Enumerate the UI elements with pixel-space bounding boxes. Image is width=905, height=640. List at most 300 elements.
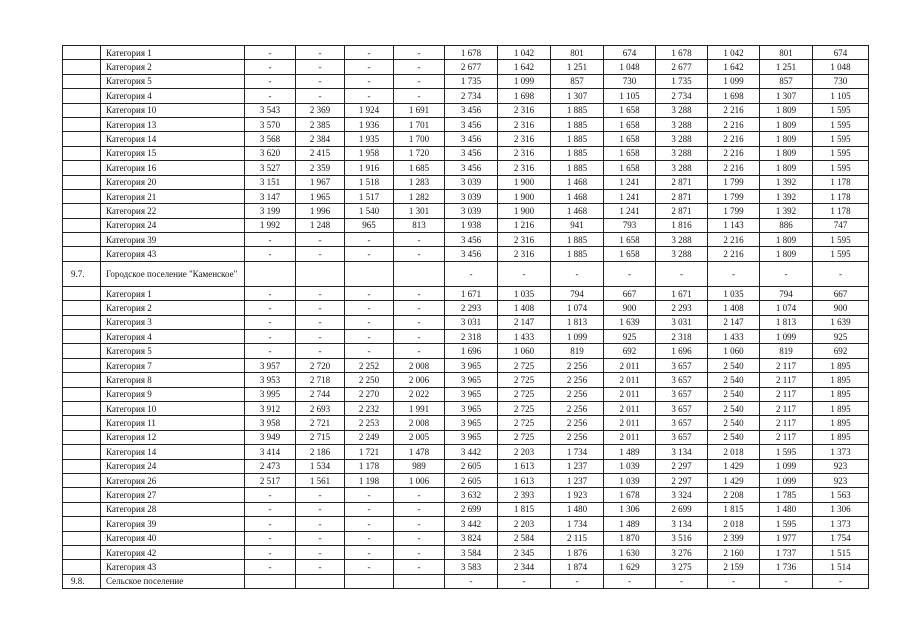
- value-cell: -: [394, 89, 445, 103]
- value-cell: 1 876: [551, 545, 604, 559]
- value-cell: 3 134: [656, 517, 708, 531]
- value-cell: -: [604, 261, 656, 286]
- value-cell: 1 734: [551, 517, 604, 531]
- section-number-cell: [63, 473, 101, 487]
- value-cell: 1 515: [813, 545, 869, 559]
- value-cell: -: [296, 89, 345, 103]
- value-cell: 1 799: [708, 175, 760, 189]
- value-cell: 1 595: [813, 146, 869, 160]
- value-cell: 1 283: [394, 175, 445, 189]
- value-cell: 1 534: [296, 459, 345, 473]
- value-cell: 2 008: [394, 416, 445, 430]
- value-cell: 1 105: [604, 89, 656, 103]
- value-cell: 1 658: [604, 247, 656, 261]
- value-cell: 1 696: [656, 344, 708, 358]
- section-number-cell: [63, 445, 101, 459]
- table-row: [63, 132, 869, 146]
- value-cell: 692: [604, 344, 656, 358]
- value-cell: 3 039: [445, 204, 498, 218]
- section-number-cell: [63, 488, 101, 502]
- value-cell: -: [345, 60, 394, 74]
- value-cell: 3 657: [656, 373, 708, 387]
- value-cell: -: [345, 560, 394, 574]
- value-cell: 1 809: [760, 132, 813, 146]
- value-cell: 2 517: [245, 473, 296, 487]
- value-cell: 1 885: [551, 161, 604, 175]
- value-cell: -: [245, 74, 296, 88]
- value-cell: 2 316: [498, 103, 551, 117]
- value-cell: 1 105: [813, 89, 869, 103]
- category-name-cell: Категория 7: [101, 358, 245, 372]
- value-cell: -: [760, 261, 813, 286]
- value-cell: 1 678: [604, 488, 656, 502]
- value-cell: -: [394, 286, 445, 300]
- value-cell: 2 605: [445, 473, 498, 487]
- category-name-cell: Сельское поселение: [101, 574, 245, 588]
- value-cell: 2 720: [296, 358, 345, 372]
- value-cell: 1 658: [604, 103, 656, 117]
- value-cell: 747: [813, 218, 869, 232]
- value-cell: 1 813: [760, 315, 813, 329]
- value-cell: 1 373: [813, 445, 869, 459]
- value-cell: 2 117: [760, 430, 813, 444]
- value-cell: 1 799: [708, 204, 760, 218]
- value-cell: 801: [551, 46, 604, 60]
- value-cell: 3 276: [656, 545, 708, 559]
- value-cell: 3 965: [445, 430, 498, 444]
- value-cell: 1 900: [498, 189, 551, 203]
- section-number-cell: [63, 401, 101, 415]
- table-row: [63, 560, 869, 574]
- value-cell: 2 384: [296, 132, 345, 146]
- value-cell: [245, 261, 296, 286]
- value-cell: 1 540: [345, 204, 394, 218]
- value-cell: 925: [604, 330, 656, 344]
- value-cell: -: [296, 60, 345, 74]
- value-cell: 813: [394, 218, 445, 232]
- value-cell: 1 895: [813, 373, 869, 387]
- value-cell: -: [345, 517, 394, 531]
- value-cell: 1 958: [345, 146, 394, 160]
- value-cell: 1 595: [813, 161, 869, 175]
- value-cell: 2 216: [708, 233, 760, 247]
- value-cell: -: [345, 545, 394, 559]
- value-cell: -: [345, 74, 394, 88]
- value-cell: -: [394, 330, 445, 344]
- value-cell: -: [394, 488, 445, 502]
- section-number-cell: [63, 204, 101, 218]
- value-cell: 1 478: [394, 445, 445, 459]
- value-cell: 1 698: [708, 89, 760, 103]
- section-number-cell: [63, 545, 101, 559]
- value-cell: 1 696: [445, 344, 498, 358]
- value-cell: 3 414: [245, 445, 296, 459]
- value-cell: 2 734: [656, 89, 708, 103]
- value-cell: 3 456: [445, 161, 498, 175]
- section-number-cell: [63, 301, 101, 315]
- value-cell: 2 256: [551, 358, 604, 372]
- value-cell: 965: [345, 218, 394, 232]
- value-cell: -: [245, 286, 296, 300]
- value-cell: 1 996: [296, 204, 345, 218]
- table-row: [63, 146, 869, 160]
- value-cell: 3 456: [445, 233, 498, 247]
- value-cell: -: [551, 574, 604, 588]
- value-cell: 3 965: [445, 416, 498, 430]
- value-cell: -: [813, 261, 869, 286]
- value-cell: 801: [760, 46, 813, 60]
- section-number-cell: 9.7.: [63, 261, 101, 286]
- value-cell: 1 307: [760, 89, 813, 103]
- value-cell: -: [245, 233, 296, 247]
- value-cell: -: [394, 301, 445, 315]
- value-cell: 3 039: [445, 189, 498, 203]
- value-cell: 2 316: [498, 132, 551, 146]
- value-cell: 1 735: [656, 74, 708, 88]
- value-cell: [296, 574, 345, 588]
- value-cell: -: [394, 531, 445, 545]
- value-cell: 1 433: [708, 330, 760, 344]
- table-row: [63, 358, 869, 372]
- value-cell: 1 895: [813, 358, 869, 372]
- value-cell: 2 006: [394, 373, 445, 387]
- category-name-cell: Категория 24: [101, 459, 245, 473]
- value-cell: 1 639: [813, 315, 869, 329]
- value-cell: 2 293: [656, 301, 708, 315]
- value-cell: 1 099: [551, 330, 604, 344]
- section-number-cell: [63, 344, 101, 358]
- value-cell: 3 456: [445, 132, 498, 146]
- value-cell: 1 595: [813, 247, 869, 261]
- value-cell: 3 134: [656, 445, 708, 459]
- value-cell: 1 809: [760, 233, 813, 247]
- value-cell: 2 871: [656, 204, 708, 218]
- value-cell: -: [296, 74, 345, 88]
- value-cell: 2 715: [296, 430, 345, 444]
- value-cell: 1 938: [445, 218, 498, 232]
- table-row: [63, 344, 869, 358]
- value-cell: 2 216: [708, 117, 760, 131]
- value-cell: -: [296, 488, 345, 502]
- value-cell: -: [245, 330, 296, 344]
- value-cell: 1 517: [345, 189, 394, 203]
- value-cell: -: [394, 60, 445, 74]
- value-cell: 2 252: [345, 358, 394, 372]
- value-cell: 1 468: [551, 204, 604, 218]
- value-cell: -: [245, 502, 296, 516]
- value-cell: 1 936: [345, 117, 394, 131]
- value-cell: 1 895: [813, 416, 869, 430]
- value-cell: 3 288: [656, 103, 708, 117]
- value-cell: -: [296, 502, 345, 516]
- value-cell: 1 885: [551, 103, 604, 117]
- value-cell: 2 011: [604, 358, 656, 372]
- table-row: [63, 401, 869, 415]
- value-cell: 857: [760, 74, 813, 88]
- value-cell: 2 725: [498, 387, 551, 401]
- value-cell: 1 885: [551, 117, 604, 131]
- value-cell: 2 293: [445, 301, 498, 315]
- value-cell: 3 657: [656, 401, 708, 415]
- table-row: [63, 473, 869, 487]
- value-cell: 1 099: [760, 473, 813, 487]
- value-cell: 3 442: [445, 445, 498, 459]
- value-cell: 3 632: [445, 488, 498, 502]
- value-cell: -: [345, 46, 394, 60]
- value-cell: 1 737: [760, 545, 813, 559]
- value-cell: 1 642: [708, 60, 760, 74]
- value-cell: 1 809: [760, 146, 813, 160]
- value-cell: -: [296, 247, 345, 261]
- value-cell: 1 965: [296, 189, 345, 203]
- value-cell: 1 874: [551, 560, 604, 574]
- section-number-cell: [63, 502, 101, 516]
- value-cell: 925: [813, 330, 869, 344]
- value-cell: 2 699: [445, 502, 498, 516]
- value-cell: 2 359: [296, 161, 345, 175]
- category-name-cell: Категория 22: [101, 204, 245, 218]
- value-cell: 2 249: [345, 430, 394, 444]
- table-row: [63, 517, 869, 531]
- value-cell: 2 316: [498, 117, 551, 131]
- value-cell: 1 563: [813, 488, 869, 502]
- value-cell: 2 216: [708, 247, 760, 261]
- value-cell: -: [345, 233, 394, 247]
- value-cell: 2 744: [296, 387, 345, 401]
- value-cell: 1 658: [604, 132, 656, 146]
- value-cell: 667: [604, 286, 656, 300]
- value-cell: 3 456: [445, 247, 498, 261]
- value-cell: 1 595: [813, 117, 869, 131]
- table-row: [63, 301, 869, 315]
- value-cell: 1 885: [551, 247, 604, 261]
- section-number-cell: [63, 315, 101, 329]
- category-name-cell: Категория 21: [101, 189, 245, 203]
- value-cell: 3 456: [445, 117, 498, 131]
- table-row: [63, 218, 869, 232]
- value-cell: 1 099: [708, 74, 760, 88]
- value-cell: -: [245, 60, 296, 74]
- value-cell: 3 031: [656, 315, 708, 329]
- value-cell: 1 754: [813, 531, 869, 545]
- value-cell: 2 393: [498, 488, 551, 502]
- value-cell: 3 516: [656, 531, 708, 545]
- category-name-cell: Категория 1: [101, 286, 245, 300]
- table-row: [63, 247, 869, 261]
- category-name-cell: Категория 10: [101, 103, 245, 117]
- value-cell: 1 924: [345, 103, 394, 117]
- value-cell: 2 316: [498, 233, 551, 247]
- value-cell: 819: [760, 344, 813, 358]
- category-name-cell: Категория 24: [101, 218, 245, 232]
- value-cell: 1 178: [813, 204, 869, 218]
- value-cell: 2 677: [445, 60, 498, 74]
- value-cell: -: [345, 531, 394, 545]
- category-name-cell: Категория 3: [101, 315, 245, 329]
- value-cell: 1 241: [604, 175, 656, 189]
- value-cell: 1 785: [760, 488, 813, 502]
- value-cell: -: [813, 574, 869, 588]
- value-cell: 1 809: [760, 161, 813, 175]
- value-cell: -: [394, 545, 445, 559]
- value-cell: -: [296, 517, 345, 531]
- value-cell: 2 344: [498, 560, 551, 574]
- value-cell: 1 216: [498, 218, 551, 232]
- value-cell: -: [245, 488, 296, 502]
- value-cell: 1 251: [551, 60, 604, 74]
- value-cell: [245, 574, 296, 588]
- value-cell: 1 613: [498, 459, 551, 473]
- value-cell: 2 008: [394, 358, 445, 372]
- value-cell: 1 237: [551, 459, 604, 473]
- value-cell: 2 677: [656, 60, 708, 74]
- value-cell: -: [656, 261, 708, 286]
- category-name-cell: Категория 39: [101, 233, 245, 247]
- category-name-cell: Категория 5: [101, 344, 245, 358]
- value-cell: -: [656, 574, 708, 588]
- value-cell: 1 307: [551, 89, 604, 103]
- section-number-cell: [63, 103, 101, 117]
- section-number-cell: [63, 233, 101, 247]
- value-cell: -: [708, 261, 760, 286]
- value-cell: 1 099: [760, 330, 813, 344]
- value-cell: 3 288: [656, 146, 708, 160]
- value-cell: 1 967: [296, 175, 345, 189]
- value-cell: 2 297: [656, 473, 708, 487]
- value-cell: -: [498, 261, 551, 286]
- value-cell: 3 995: [245, 387, 296, 401]
- value-cell: 1 251: [760, 60, 813, 74]
- value-cell: 1 816: [656, 218, 708, 232]
- table-row: [63, 430, 869, 444]
- value-cell: -: [394, 502, 445, 516]
- value-cell: 1 408: [708, 301, 760, 315]
- value-cell: -: [604, 574, 656, 588]
- value-cell: 2 540: [708, 373, 760, 387]
- value-cell: 1 639: [604, 315, 656, 329]
- value-cell: 3 657: [656, 387, 708, 401]
- table-row: [63, 103, 869, 117]
- value-cell: -: [345, 89, 394, 103]
- value-cell: 2 318: [445, 330, 498, 344]
- value-cell: 2 385: [296, 117, 345, 131]
- value-cell: 941: [551, 218, 604, 232]
- value-cell: 2 011: [604, 430, 656, 444]
- value-cell: -: [394, 517, 445, 531]
- section-number-cell: [63, 387, 101, 401]
- value-cell: 2 011: [604, 401, 656, 415]
- category-name-cell: Категория 42: [101, 545, 245, 559]
- value-cell: 2 725: [498, 416, 551, 430]
- category-name-cell: Категория 15: [101, 146, 245, 160]
- value-cell: 1 178: [345, 459, 394, 473]
- table-row: [63, 175, 869, 189]
- value-cell: -: [296, 315, 345, 329]
- value-cell: 3 147: [245, 189, 296, 203]
- value-cell: 674: [604, 46, 656, 60]
- category-name-cell: Категория 11: [101, 416, 245, 430]
- table-row: [63, 46, 869, 60]
- value-cell: -: [551, 261, 604, 286]
- value-cell: 3 657: [656, 430, 708, 444]
- value-cell: 692: [813, 344, 869, 358]
- value-cell: -: [245, 89, 296, 103]
- value-cell: 1 306: [604, 502, 656, 516]
- value-cell: 2 216: [708, 132, 760, 146]
- value-cell: 1 373: [813, 517, 869, 531]
- category-name-cell: Категория 27: [101, 488, 245, 502]
- value-cell: 1 977: [760, 531, 813, 545]
- section-number-cell: [63, 416, 101, 430]
- value-cell: 2 734: [445, 89, 498, 103]
- value-cell: 1 595: [813, 132, 869, 146]
- value-cell: 1 060: [708, 344, 760, 358]
- value-cell: -: [498, 574, 551, 588]
- value-cell: 989: [394, 459, 445, 473]
- category-name-cell: Категория 43: [101, 560, 245, 574]
- section-number-cell: [63, 517, 101, 531]
- value-cell: 2 256: [551, 373, 604, 387]
- table-row: [63, 387, 869, 401]
- value-cell: -: [760, 574, 813, 588]
- value-cell: 1 433: [498, 330, 551, 344]
- value-cell: 1 561: [296, 473, 345, 487]
- value-cell: 1 392: [760, 204, 813, 218]
- value-cell: -: [245, 344, 296, 358]
- value-cell: -: [345, 344, 394, 358]
- value-cell: 730: [813, 74, 869, 88]
- value-cell: 2 297: [656, 459, 708, 473]
- value-cell: 1 048: [604, 60, 656, 74]
- value-cell: 3 527: [245, 161, 296, 175]
- value-cell: -: [394, 344, 445, 358]
- value-cell: 1 468: [551, 175, 604, 189]
- value-cell: 2 203: [498, 517, 551, 531]
- value-cell: 2 147: [708, 315, 760, 329]
- value-cell: 3 442: [445, 517, 498, 531]
- category-name-cell: Категория 28: [101, 502, 245, 516]
- category-name-cell: Категория 1: [101, 46, 245, 60]
- section-number-cell: [63, 531, 101, 545]
- value-cell: 3 288: [656, 161, 708, 175]
- value-cell: 1 642: [498, 60, 551, 74]
- value-cell: 1 870: [604, 531, 656, 545]
- value-cell: 1 198: [345, 473, 394, 487]
- section-number-cell: [63, 286, 101, 300]
- value-cell: 2 160: [708, 545, 760, 559]
- table-row: [63, 445, 869, 459]
- value-cell: 2 011: [604, 373, 656, 387]
- value-cell: [345, 261, 394, 286]
- value-cell: 2 203: [498, 445, 551, 459]
- section-number-cell: 9.8.: [63, 574, 101, 588]
- category-name-cell: Категория 2: [101, 301, 245, 315]
- value-cell: 2 256: [551, 430, 604, 444]
- value-cell: 1 595: [813, 233, 869, 247]
- value-cell: 2 208: [708, 488, 760, 502]
- value-cell: 1 809: [760, 103, 813, 117]
- value-cell: 886: [760, 218, 813, 232]
- value-cell: 1 468: [551, 189, 604, 203]
- value-cell: -: [245, 517, 296, 531]
- value-cell: 1 700: [394, 132, 445, 146]
- value-cell: 3 965: [445, 373, 498, 387]
- value-cell: 3 568: [245, 132, 296, 146]
- value-cell: 3 031: [445, 315, 498, 329]
- section-number-cell: [63, 132, 101, 146]
- value-cell: 1 813: [551, 315, 604, 329]
- value-cell: 2 540: [708, 416, 760, 430]
